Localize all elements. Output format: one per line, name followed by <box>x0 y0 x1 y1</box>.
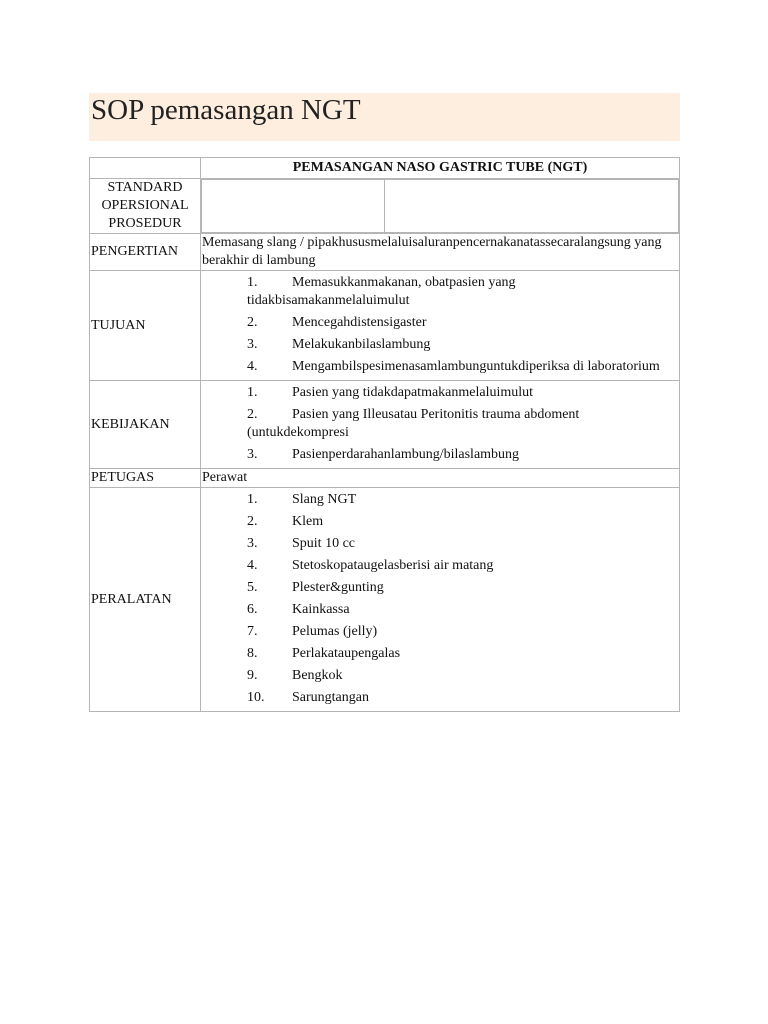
peralatan-item <box>202 557 678 575</box>
sop-blank-cell <box>201 179 680 234</box>
tujuan-item <box>202 336 678 354</box>
list-item-number: 2. <box>247 407 258 422</box>
list-item-text: Pelumas (jelly) <box>292 624 378 639</box>
tujuan-item <box>202 314 678 332</box>
tujuan-item <box>202 274 678 310</box>
tujuan-label: TUJUAN <box>90 271 201 381</box>
list-item-number: 1. <box>247 492 258 507</box>
sop-blank-left <box>202 180 385 233</box>
list-item-text: Sarungtangan <box>292 690 369 705</box>
peralatan-list <box>202 491 678 707</box>
peralatan-item <box>202 645 678 663</box>
list-item-number: 1. <box>247 385 258 400</box>
list-item-text: Stetoskopataugelasberisi air matang <box>292 558 494 573</box>
list-item-number: 9. <box>247 668 258 683</box>
list-item-number: 3. <box>247 337 258 352</box>
tujuan-item <box>202 358 678 376</box>
list-item-number: 2. <box>247 315 258 330</box>
peralatan-item <box>202 535 678 553</box>
kebijakan-item <box>202 406 678 442</box>
title-bar <box>89 93 680 141</box>
sop-inner-table <box>201 179 679 233</box>
tujuan-row <box>90 271 680 381</box>
list-item-text: Melakukanbilaslambung <box>292 337 431 352</box>
petugas-label: PETUGAS <box>90 469 201 488</box>
tujuan-list <box>202 274 678 376</box>
list-item-number: 6. <box>247 602 258 617</box>
peralatan-item <box>202 579 678 597</box>
list-item-text: Slang NGT <box>292 492 357 507</box>
list-item-text: Kainkassa <box>292 602 350 617</box>
peralatan-item <box>202 667 678 685</box>
peralatan-row <box>90 488 680 712</box>
peralatan-item <box>202 623 678 641</box>
peralatan-item <box>202 513 678 531</box>
list-item-text: Spuit 10 cc <box>292 536 355 551</box>
header-row <box>90 158 680 179</box>
sop-label-line-1: STANDARD <box>107 180 183 195</box>
list-item-text: Perlakataupengalas <box>292 646 401 661</box>
list-item-number: 10. <box>247 690 265 705</box>
list-item-text: Pasien yang Illeusatau Peritonitis trauma abdoment (untukdekompresi <box>247 407 580 440</box>
sop-table <box>89 157 680 712</box>
list-item-number: 5. <box>247 580 258 595</box>
kebijakan-item <box>202 446 678 464</box>
pengertian-row <box>90 234 680 271</box>
peralatan-label: PERALATAN <box>90 488 201 712</box>
sop-row <box>90 179 680 234</box>
list-item-number: 1. <box>247 275 258 290</box>
list-item-number: 3. <box>247 536 258 551</box>
list-item-number: 3. <box>247 447 258 462</box>
pengertian-label: PENGERTIAN <box>90 234 201 271</box>
kebijakan-list <box>202 384 678 464</box>
sop-blank-right <box>385 180 679 233</box>
sop-label-cell <box>90 179 201 234</box>
list-item-text: Pasien yang tidakdapatmakanmelaluimulut <box>292 385 534 400</box>
peralatan-item <box>202 601 678 619</box>
kebijakan-item <box>202 384 678 402</box>
kebijakan-row <box>90 381 680 469</box>
sop-label-line-3: PROSEDUR <box>108 216 182 231</box>
petugas-row <box>90 469 680 488</box>
list-item-text: Mengambilspesimenasamlambunguntukdiperiksa di laboratorium <box>292 359 660 374</box>
peralatan-cell <box>201 488 680 712</box>
header-title: PEMASANGAN NASO GASTRIC TUBE (NGT) <box>201 158 680 179</box>
list-item-number: 2. <box>247 514 258 529</box>
list-item-text: Memasukkanmakanan, obatpasien yang tidakbisamakanmelaluimulut <box>247 275 516 308</box>
peralatan-item <box>202 491 678 509</box>
header-empty-cell <box>90 158 201 179</box>
list-item-number: 8. <box>247 646 258 661</box>
peralatan-item <box>202 689 678 707</box>
pengertian-text: Memasang slang / pipakhususmelaluisaluranpencernakanatassecaralangsung yang berakhir di lambung <box>201 234 680 271</box>
list-item-text: Klem <box>292 514 324 529</box>
list-item-text: Plester&gunting <box>292 580 384 595</box>
sop-label-line-2: OPERSIONAL <box>101 198 189 213</box>
kebijakan-label: KEBIJAKAN <box>90 381 201 469</box>
list-item-number: 7. <box>247 624 258 639</box>
list-item-number: 4. <box>247 359 258 374</box>
petugas-text: Perawat <box>201 469 680 488</box>
kebijakan-cell <box>201 381 680 469</box>
list-item-text: Pasienperdarahanlambung/bilaslambung <box>292 447 520 462</box>
page-title: SOP pemasangan NGT <box>91 94 361 126</box>
list-item-text: Bengkok <box>292 668 343 683</box>
list-item-text: Mencegahdistensigaster <box>292 315 427 330</box>
tujuan-cell <box>201 271 680 381</box>
list-item-number: 4. <box>247 558 258 573</box>
